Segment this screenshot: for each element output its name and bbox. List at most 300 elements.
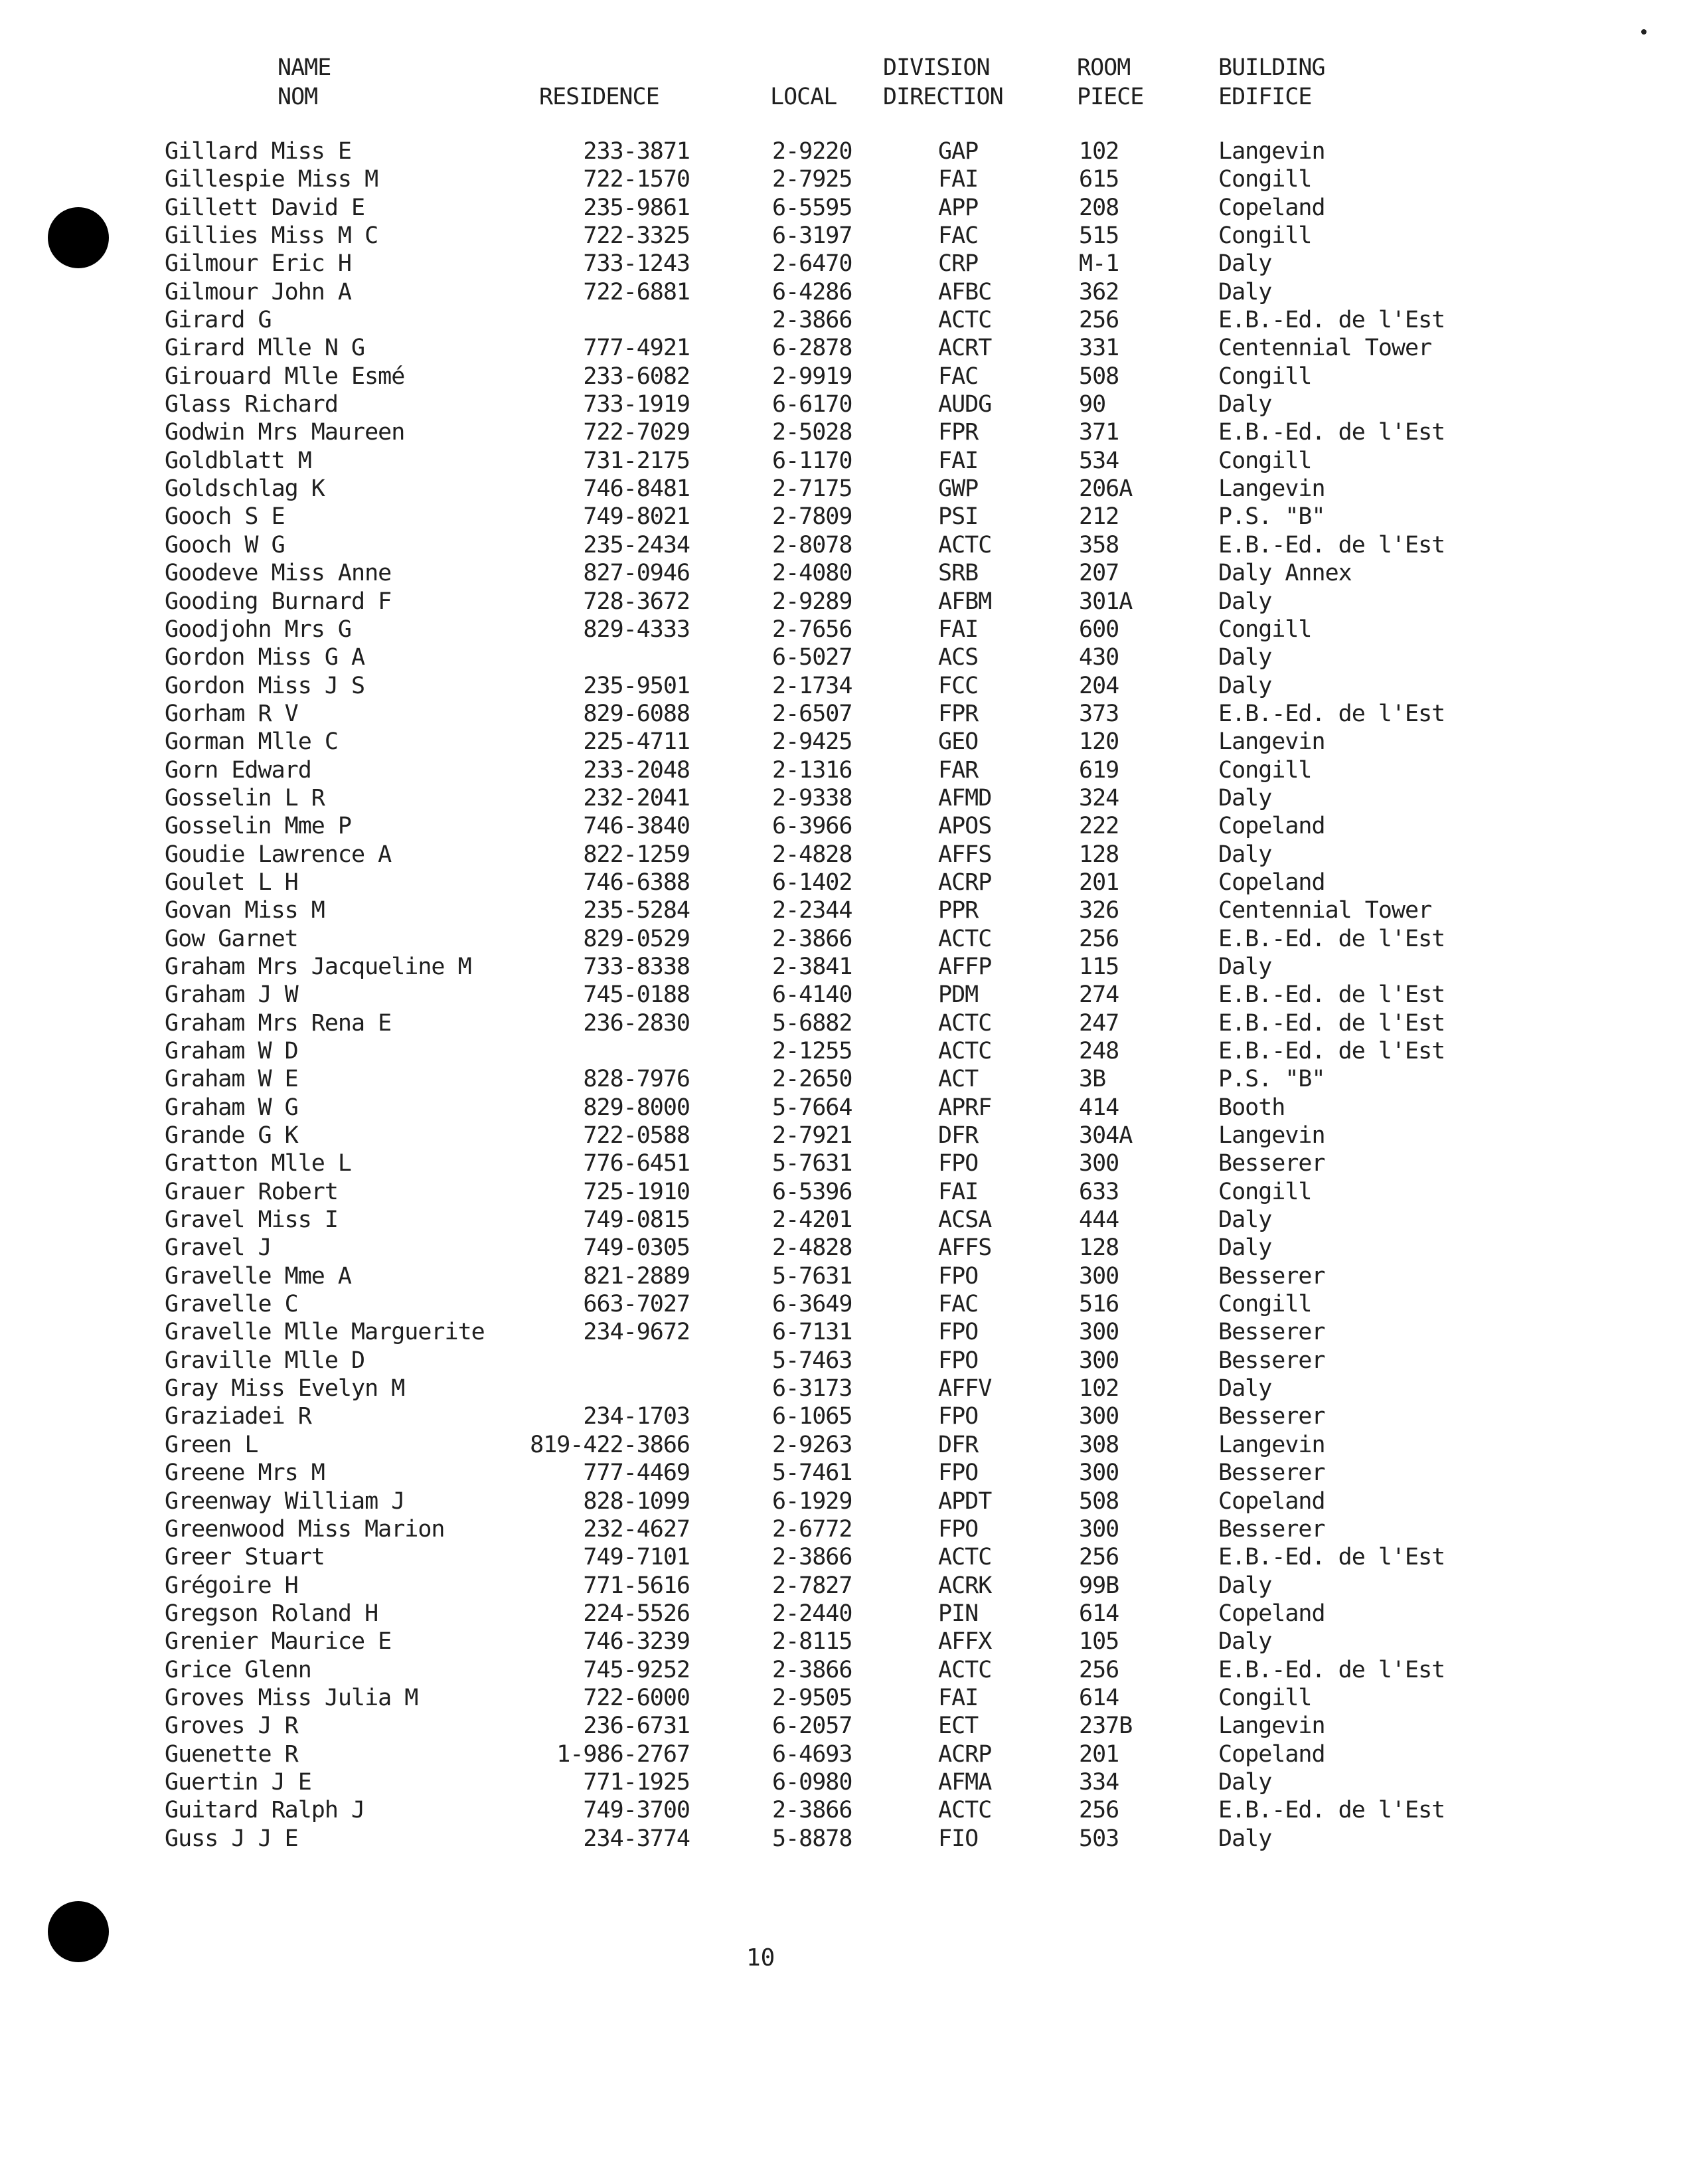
directory-row	[0, 841, 1689, 869]
entry-building: Booth	[1218, 1094, 1285, 1121]
entry-residence: 232-4627	[583, 1515, 690, 1543]
entry-local: 6-3173	[772, 1375, 852, 1402]
entry-local: 2-1316	[772, 756, 852, 784]
directory-row	[0, 1825, 1689, 1853]
entry-division: FAR	[938, 756, 979, 784]
entry-local: 6-1065	[772, 1403, 852, 1430]
entry-local: 6-0980	[772, 1768, 852, 1796]
entry-division: PSI	[938, 503, 979, 531]
division-header-en: DIVISION	[883, 54, 990, 81]
entry-residence: 749-3700	[583, 1797, 690, 1824]
entry-residence: 746-3840	[583, 813, 690, 840]
entry-local: 2-7827	[772, 1572, 852, 1599]
entry-residence: 733-1243	[583, 250, 690, 278]
entry-building: Daly	[1218, 250, 1272, 278]
entry-name: Gilmour John A	[165, 278, 352, 305]
entry-room: 201	[1079, 869, 1119, 896]
entry-local: 6-1402	[772, 869, 852, 896]
speck	[1641, 29, 1647, 35]
directory-row	[0, 1290, 1689, 1318]
directory-row	[0, 1768, 1689, 1796]
entry-residence: 821-2889	[583, 1262, 690, 1290]
entry-residence: 663-7027	[583, 1291, 690, 1318]
entry-division: FPO	[938, 1460, 979, 1487]
entry-residence: 224-5526	[583, 1600, 690, 1627]
entry-division: FAI	[938, 1684, 979, 1711]
entry-building: E.B.-Ed. de l'Est	[1218, 1009, 1445, 1037]
entry-room: 614	[1079, 1600, 1119, 1627]
entry-residence: 828-7976	[583, 1066, 690, 1093]
directory-row	[0, 896, 1689, 924]
entry-building: Congill	[1218, 363, 1312, 390]
entry-name: Gillard Miss E	[165, 138, 352, 165]
entry-room: 334	[1079, 1768, 1119, 1796]
directory-row	[0, 1206, 1689, 1234]
entry-room: 102	[1079, 1375, 1119, 1402]
entry-building: Daly	[1218, 784, 1272, 811]
entry-room: 300	[1079, 1403, 1119, 1430]
entry-building: Daly	[1218, 278, 1272, 305]
entry-division: FAI	[938, 447, 979, 474]
entry-division: ACTC	[938, 1009, 992, 1037]
entry-local: 6-6170	[772, 391, 852, 418]
entry-name: Grenier Maurice E	[165, 1628, 392, 1655]
entry-division: FAI	[938, 616, 979, 643]
entry-name: Graville Mlle D	[165, 1347, 365, 1374]
entry-room: 516	[1079, 1291, 1119, 1318]
entry-room: 208	[1079, 194, 1119, 221]
entry-local: 2-4828	[772, 1234, 852, 1262]
entry-residence: 722-3325	[583, 222, 690, 250]
entry-building: Besserer	[1218, 1403, 1325, 1430]
entry-name: Goodeve Miss Anne	[165, 560, 392, 587]
entry-room: 207	[1079, 560, 1119, 587]
entry-local: 2-3866	[772, 1544, 852, 1571]
entry-name: Goldblatt M	[165, 447, 311, 474]
entry-name: Goulet L H	[165, 869, 298, 896]
entry-local: 2-8115	[772, 1628, 852, 1655]
entry-division: FPO	[938, 1319, 979, 1346]
directory-row	[0, 1600, 1689, 1628]
entry-local: 2-5028	[772, 419, 852, 446]
directory-row	[0, 1318, 1689, 1346]
entry-room: 362	[1079, 278, 1119, 305]
directory-row	[0, 1037, 1689, 1065]
entry-local: 2-3866	[772, 1656, 852, 1683]
entry-name: Gratton Mlle L	[165, 1150, 352, 1177]
entry-division: AFFX	[938, 1628, 992, 1655]
entry-residence: 771-1925	[583, 1768, 690, 1796]
entry-building: Copeland	[1218, 1740, 1325, 1768]
entry-name: Guenette R	[165, 1740, 298, 1768]
entry-room: 99B	[1079, 1572, 1119, 1599]
entry-residence: 829-8000	[583, 1094, 690, 1121]
entry-building: Besserer	[1218, 1262, 1325, 1290]
entry-residence: 236-2830	[583, 1009, 690, 1037]
entry-residence: 234-1703	[583, 1403, 690, 1430]
directory-row	[0, 953, 1689, 981]
entry-local: 2-7809	[772, 503, 852, 531]
entry-local: 2-8078	[772, 531, 852, 558]
entry-name: Graham Mrs Jacqueline M	[165, 953, 471, 980]
directory-row	[0, 700, 1689, 728]
entry-division: APOS	[938, 813, 992, 840]
entry-room: 256	[1079, 1656, 1119, 1683]
directory-row	[0, 1149, 1689, 1177]
entry-division: ACTC	[938, 1797, 992, 1824]
entry-name: Groves J R	[165, 1713, 298, 1740]
entry-building: Langevin	[1218, 1431, 1325, 1458]
entry-name: Guss J J E	[165, 1825, 298, 1852]
entry-room: 128	[1079, 841, 1119, 868]
entry-division: FAC	[938, 222, 979, 250]
entry-local: 2-9919	[772, 363, 852, 390]
directory-row	[0, 672, 1689, 700]
division-header	[883, 53, 1003, 112]
directory-row	[0, 559, 1689, 587]
entry-building: Langevin	[1218, 1713, 1325, 1740]
entry-name: Gregson Roland H	[165, 1600, 378, 1627]
entry-local: 2-3866	[772, 1797, 852, 1824]
entry-room: 300	[1079, 1515, 1119, 1543]
building-header-en: BUILDING	[1218, 54, 1325, 81]
residence-header	[539, 82, 659, 112]
entry-local: 2-6772	[772, 1515, 852, 1543]
directory-row	[0, 1094, 1689, 1122]
entry-local: 6-5396	[772, 1178, 852, 1205]
entry-building: E.B.-Ed. de l'Est	[1218, 1544, 1445, 1571]
entry-local: 5-7461	[772, 1460, 852, 1487]
directory-row	[0, 1009, 1689, 1037]
entry-room: 204	[1079, 672, 1119, 699]
entry-building: Centennial Tower	[1218, 335, 1432, 362]
entry-local: 6-1170	[772, 447, 852, 474]
entry-division: ACRP	[938, 869, 992, 896]
entry-name: Gorham R V	[165, 700, 298, 727]
directory-row	[0, 616, 1689, 643]
directory-row	[0, 1402, 1689, 1430]
entry-building: Daly	[1218, 644, 1272, 671]
directory-row	[0, 418, 1689, 446]
entry-room: 206A	[1079, 475, 1133, 503]
entry-building: E.B.-Ed. de l'Est	[1218, 307, 1445, 334]
directory-row	[0, 925, 1689, 953]
entry-name: Greenway William J	[165, 1487, 405, 1515]
entry-building: E.B.-Ed. de l'Est	[1218, 925, 1445, 952]
entry-residence: 827-0946	[583, 560, 690, 587]
entry-building: E.B.-Ed. de l'Est	[1218, 1656, 1445, 1683]
entry-room: 615	[1079, 166, 1119, 193]
directory-row	[0, 447, 1689, 475]
entry-room: 90	[1079, 391, 1106, 418]
entry-room: 247	[1079, 1009, 1119, 1037]
directory-list	[0, 137, 1689, 1853]
entry-room: 534	[1079, 447, 1119, 474]
entry-room: 515	[1079, 222, 1119, 250]
directory-row	[0, 643, 1689, 671]
entry-local: 2-6470	[772, 250, 852, 278]
entry-residence: 777-4921	[583, 335, 690, 362]
entry-division: GEO	[938, 728, 979, 756]
directory-row	[0, 728, 1689, 756]
entry-local: 6-2878	[772, 335, 852, 362]
entry-room: 600	[1079, 616, 1119, 643]
entry-building: Congill	[1218, 616, 1312, 643]
entry-name: Graziadei R	[165, 1403, 311, 1430]
entry-room: 300	[1079, 1347, 1119, 1374]
entry-room: 256	[1079, 1797, 1119, 1824]
entry-room: 128	[1079, 1234, 1119, 1262]
entry-division: DFR	[938, 1122, 979, 1149]
entry-room: 300	[1079, 1150, 1119, 1177]
entry-division: AUDG	[938, 391, 992, 418]
entry-local: 5-6882	[772, 1009, 852, 1037]
entry-division: AFBM	[938, 588, 992, 615]
entry-building: Daly	[1218, 391, 1272, 418]
entry-local: 2-2440	[772, 1600, 852, 1627]
entry-building: Daly	[1218, 1628, 1272, 1655]
entry-residence: 235-9501	[583, 672, 690, 699]
directory-row	[0, 1543, 1689, 1571]
directory-row	[0, 1262, 1689, 1290]
entry-room: 633	[1079, 1178, 1119, 1205]
entry-local: 6-4286	[772, 278, 852, 305]
entry-room: 274	[1079, 981, 1119, 1009]
entry-division: GAP	[938, 138, 979, 165]
entry-local: 2-9289	[772, 588, 852, 615]
directory-row	[0, 334, 1689, 362]
entry-local: 2-3866	[772, 307, 852, 334]
entry-residence: 225-4711	[583, 728, 690, 756]
directory-row	[0, 756, 1689, 784]
entry-building: P.S. "B"	[1218, 1066, 1325, 1093]
entry-building: Daly Annex	[1218, 560, 1352, 587]
entry-local: 2-4080	[772, 560, 852, 587]
entry-building: E.B.-Ed. de l'Est	[1218, 531, 1445, 558]
punch-hole-bottom	[48, 1901, 109, 1962]
entry-residence: 749-0815	[583, 1207, 690, 1234]
directory-row	[0, 1796, 1689, 1824]
entry-room: 300	[1079, 1262, 1119, 1290]
entry-room: 614	[1079, 1684, 1119, 1711]
entry-name: Gooch S E	[165, 503, 285, 531]
entry-building: E.B.-Ed. de l'Est	[1218, 700, 1445, 727]
entry-division: GWP	[938, 475, 979, 503]
entry-room: 304A	[1079, 1122, 1133, 1149]
entry-name: Greer Stuart	[165, 1544, 325, 1571]
entry-division: AFBC	[938, 278, 992, 305]
entry-name: Gosselin Mme P	[165, 813, 352, 840]
entry-residence: 746-6388	[583, 869, 690, 896]
entry-name: Gillett David E	[165, 194, 365, 221]
entry-building: Centennial Tower	[1218, 897, 1432, 924]
entry-building: Congill	[1218, 1684, 1312, 1711]
directory-row	[0, 1347, 1689, 1375]
entry-residence: 233-3871	[583, 138, 690, 165]
directory-row	[0, 475, 1689, 503]
entry-residence: 829-4333	[583, 616, 690, 643]
entry-local: 6-4693	[772, 1740, 852, 1768]
entry-building: E.B.-Ed. de l'Est	[1218, 1038, 1445, 1064]
entry-division: ACTC	[938, 1656, 992, 1683]
entry-division: PDM	[938, 981, 979, 1009]
entry-building: Daly	[1218, 672, 1272, 699]
entry-residence: 236-6731	[583, 1713, 690, 1740]
entry-local: 2-2344	[772, 897, 852, 924]
entry-residence: 1-986-2767	[556, 1740, 690, 1768]
entry-local: 6-2057	[772, 1713, 852, 1740]
entry-local: 5-7463	[772, 1347, 852, 1374]
entry-local: 6-3197	[772, 222, 852, 250]
entry-residence: 728-3672	[583, 588, 690, 615]
entry-division: AFMD	[938, 784, 992, 811]
entry-division: FPO	[938, 1403, 979, 1430]
entry-name: Girard G	[165, 307, 272, 334]
entry-name: Groves Miss Julia M	[165, 1684, 418, 1711]
entry-building: Langevin	[1218, 1122, 1325, 1149]
entry-residence: 819-422-3866	[530, 1431, 690, 1458]
entry-room: 414	[1079, 1094, 1119, 1121]
entry-building: Besserer	[1218, 1347, 1325, 1374]
entry-local: 6-1929	[772, 1487, 852, 1515]
entry-division: PIN	[938, 1600, 979, 1627]
entry-building: Daly	[1218, 953, 1272, 980]
entry-division: ECT	[938, 1713, 979, 1740]
entry-room: 256	[1079, 307, 1119, 334]
directory-row	[0, 1431, 1689, 1459]
entry-building: E.B.-Ed. de l'Est	[1218, 1797, 1445, 1824]
entry-division: APP	[938, 194, 979, 221]
entry-name: Govan Miss M	[165, 897, 325, 924]
entry-division: ACT	[938, 1066, 979, 1093]
entry-local: 2-9220	[772, 138, 852, 165]
entry-building: Daly	[1218, 1375, 1272, 1402]
entry-residence: 828-1099	[583, 1487, 690, 1515]
directory-row	[0, 1065, 1689, 1093]
entry-local: 5-8878	[772, 1825, 852, 1852]
entry-room: 373	[1079, 700, 1119, 727]
directory-row	[0, 1572, 1689, 1600]
entry-name: Graham W G	[165, 1094, 298, 1121]
entry-residence: 776-6451	[583, 1150, 690, 1177]
entry-room: 301A	[1079, 588, 1133, 615]
entry-residence: 746-8481	[583, 475, 690, 503]
entry-building: Copeland	[1218, 869, 1325, 896]
entry-name: Gosselin L R	[165, 784, 325, 811]
entry-name: Greene Mrs M	[165, 1460, 325, 1487]
entry-building: Congill	[1218, 1291, 1312, 1318]
entry-division: ACSA	[938, 1207, 992, 1234]
entry-room: 256	[1079, 925, 1119, 952]
entry-division: AFFS	[938, 841, 992, 868]
entry-division: AFFV	[938, 1375, 992, 1402]
name-header	[278, 53, 331, 112]
entry-local: 5-7664	[772, 1094, 852, 1121]
entry-local: 2-4828	[772, 841, 852, 868]
entry-division: ACRK	[938, 1572, 992, 1599]
entry-residence: 725-1910	[583, 1178, 690, 1205]
entry-division: ACTC	[938, 531, 992, 558]
entry-building: Langevin	[1218, 475, 1325, 503]
entry-residence: 722-6881	[583, 278, 690, 305]
entry-building: Copeland	[1218, 1487, 1325, 1515]
entry-building: Congill	[1218, 1178, 1312, 1205]
entry-local: 2-2650	[772, 1066, 852, 1093]
entry-name: Gravelle Mlle Marguerite	[165, 1319, 485, 1346]
directory-row	[0, 1515, 1689, 1543]
entry-residence: 234-9672	[583, 1319, 690, 1346]
name-header-fr: NOM	[278, 84, 318, 110]
entry-division: FPR	[938, 700, 979, 727]
entry-name: Gordon Miss G A	[165, 644, 365, 671]
directory-row	[0, 222, 1689, 250]
entry-building: Daly	[1218, 1825, 1272, 1852]
entry-residence: 722-1570	[583, 166, 690, 193]
entry-residence: 746-3239	[583, 1628, 690, 1655]
room-header-en: ROOM	[1077, 54, 1131, 81]
entry-name: Grauer Robert	[165, 1178, 338, 1205]
directory-row	[0, 1628, 1689, 1655]
directory-row	[0, 1712, 1689, 1740]
local-header	[770, 82, 837, 112]
entry-name: Goldschlag K	[165, 475, 325, 503]
entry-local: 2-7921	[772, 1122, 852, 1149]
entry-division: FCC	[938, 672, 979, 699]
entry-building: Langevin	[1218, 728, 1325, 756]
entry-residence: 232-2041	[583, 784, 690, 811]
entry-residence: 745-9252	[583, 1656, 690, 1683]
entry-division: FPO	[938, 1515, 979, 1543]
entry-division: APRF	[938, 1094, 992, 1121]
entry-room: 326	[1079, 897, 1119, 924]
entry-room: 371	[1079, 419, 1119, 446]
entry-building: Copeland	[1218, 1600, 1325, 1627]
entry-building: Daly	[1218, 1572, 1272, 1599]
local-header-label: LOCAL	[770, 84, 837, 110]
entry-building: Congill	[1218, 166, 1312, 193]
entry-residence: 822-1259	[583, 841, 690, 868]
entry-name: Gravelle C	[165, 1291, 298, 1318]
directory-row	[0, 503, 1689, 531]
entry-local: 2-9505	[772, 1684, 852, 1711]
entry-name: Goodjohn Mrs G	[165, 616, 352, 643]
entry-name: Green L	[165, 1431, 258, 1458]
entry-division: ACRT	[938, 335, 992, 362]
entry-local: 6-4140	[772, 981, 852, 1009]
entry-local: 6-5595	[772, 194, 852, 221]
entry-division: ACS	[938, 644, 979, 671]
column-header	[0, 53, 1689, 120]
entry-name: Gordon Miss J S	[165, 672, 365, 699]
entry-room: 120	[1079, 728, 1119, 756]
entry-name: Graham J W	[165, 981, 298, 1009]
division-header-fr: DIRECTION	[883, 84, 1003, 110]
directory-row	[0, 869, 1689, 896]
entry-local: 2-3841	[772, 953, 852, 980]
entry-room: 308	[1079, 1431, 1119, 1458]
entry-building: Daly	[1218, 841, 1272, 868]
directory-row	[0, 194, 1689, 222]
entry-residence: 829-6088	[583, 700, 690, 727]
entry-room: 331	[1079, 335, 1119, 362]
building-header-fr: EDIFICE	[1218, 84, 1312, 110]
entry-name: Gravel J	[165, 1234, 272, 1262]
entry-building: E.B.-Ed. de l'Est	[1218, 981, 1445, 1009]
entry-division: CRP	[938, 250, 979, 278]
entry-local: 2-9263	[772, 1431, 852, 1458]
directory-row	[0, 278, 1689, 306]
entry-name: Graham W E	[165, 1066, 298, 1093]
